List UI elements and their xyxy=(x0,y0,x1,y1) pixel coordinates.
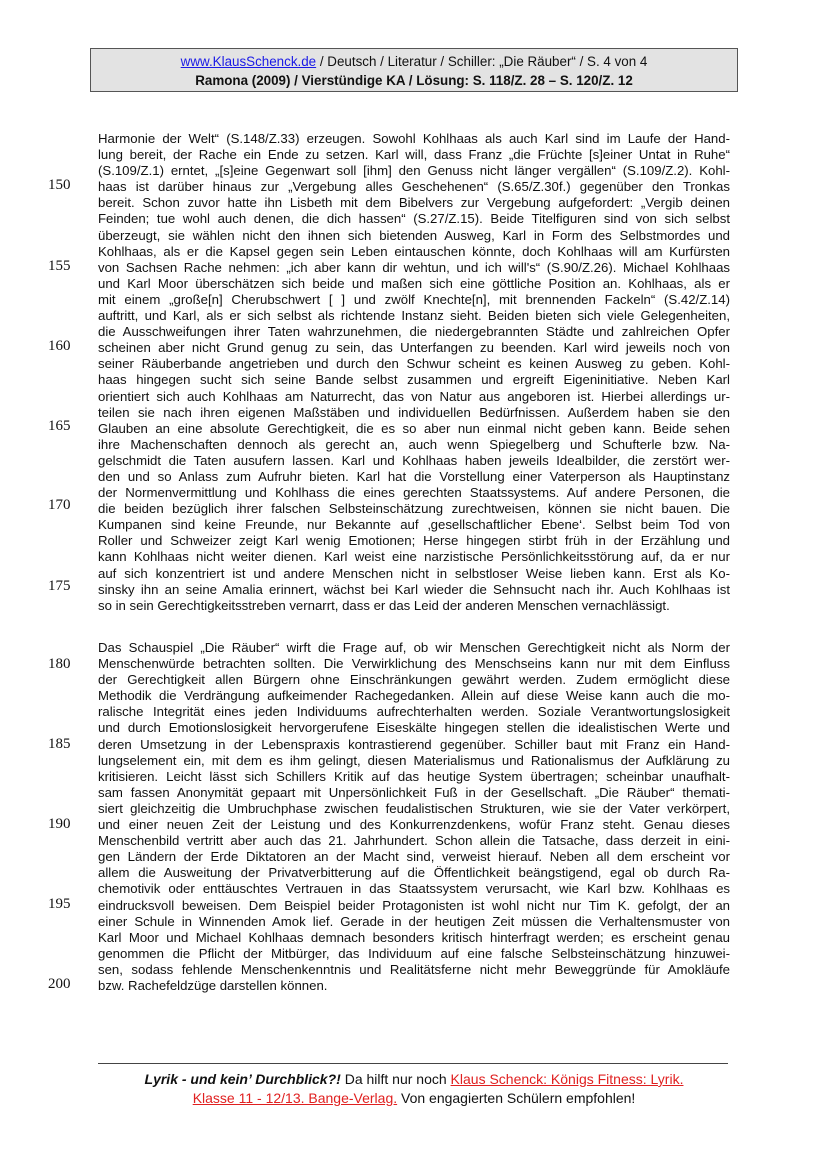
text-line: und Karl Moor überschätzen sich beide und maßen sich eine göttliche Position an. Kohlhaas, als er xyxy=(98,275,730,291)
text-line: Kohlhaas, als er die Kapsel gegen sein Leben eintauschen könnte, doch Kohlhaas will am Kurfürsten xyxy=(98,243,730,259)
text-line: Das Schauspiel „Die Räuber“ wirft die Frage auf, ob wir Menschen Gerechtigkeit nicht als Norm der xyxy=(98,640,730,655)
line-number: 190 xyxy=(48,816,71,832)
footer-text-2: Von engagierten Schülern empfohlen! xyxy=(397,1090,636,1106)
text-line: und durch Emotionslosigkeit hervorgerufene Eiseskälte hingegen stellen die idealistischen Werte und xyxy=(98,720,730,736)
text-line: Kumpanen sind keine Freunde, nur Bekannte auf ‚gesellschaftlicher Ebene‘. Selbst beim Tod von xyxy=(98,517,730,533)
line-number: 185 xyxy=(48,736,71,752)
text-line: der Gerechtigkeit allen Bürgern ohne Einschränkungen gewährt werden. Zudem ermöglicht diese xyxy=(98,672,730,688)
text-line: eindrucksvoll beweisen. Dem Beispiel beider Protagonisten ist wohl nicht nur Tim K. gefolgt, der an xyxy=(98,897,730,913)
footer-line-2 xyxy=(90,1089,738,1108)
text-line: auftritt, und Karl, als er sich selbst als richtende Instanz sieht. Beiden bieten sich viele Gelegenheiten, xyxy=(98,308,730,324)
text-line: bereit. Schon zuvor hatte ihn Lisbeth mit dem Bibelvers zur Vergebung aufgefordert: „Vergib deinen xyxy=(98,195,730,211)
text-line: scheinen aber nicht Grund genug zu sein, das Unterfangen zu beenden. Karl wird jeweils noch von xyxy=(98,340,730,356)
text-line: kann Kohlhaas nicht weiter dienen. Karl weist eine narzistische Persönlichkeitsstörung auf, da er nur xyxy=(98,549,730,565)
page-header xyxy=(90,48,738,92)
text-line: (S.109/Z.1) erntet, „[s]eine Gegenwart soll [ihm] den Genuss nicht länger vergällen“ (S.109/Z.2). Kohl- xyxy=(98,163,730,179)
paragraph-1 xyxy=(98,131,730,614)
text-line: gen Ländern der Erde Diktatoren an der Macht sind, verweist hierauf. Neben all dem erscheint vor xyxy=(98,849,730,865)
text-line: lung bereit, der Rache ein Ende zu setzen. Karl will, dass Franz „die Früchte [s]einer Untat in Ruhe“ xyxy=(98,147,730,163)
text-line: sen, sodass fehlende Menschenkenntnis und Realitätsferne nicht mehr Beweggründe für Amokläufe xyxy=(98,961,730,977)
line-number: 180 xyxy=(48,656,71,672)
header-path: / Deutsch / Literatur / Schiller: „Die Räuber“ / S. 4 von 4 xyxy=(316,54,648,69)
text-line: bzw. Rachefeldzüge darstellen können. xyxy=(98,977,328,993)
text-line: haas ist darüber hinaus zur „Vergebung alles Geschehenen“ (S.65/Z.30f.) gegenüber den Tronkas xyxy=(98,179,730,195)
text-line: die beiden bezüglich ihrer falschen Selbsteinschätzung zurechtweisen, können sie nicht bauen. Die xyxy=(98,501,730,517)
line-number: 160 xyxy=(48,338,71,354)
header-subtitle: Ramona (2009) / Vierstündige KA / Lösung: S. 118/Z. 28 – S. 120/Z. 12 xyxy=(195,73,633,88)
text-line: sam fassen Anonymität gepaart mit Unpersönlichkeit Fuß in der Gesellschaft. „Die Räuber“ themati- xyxy=(98,784,730,800)
header-line-1 xyxy=(91,52,737,71)
text-line: Karl Moor und Michael Kohlhaas demnach besonders kritisch hinterfragt werden; es erscheint genau xyxy=(98,929,730,945)
page-footer xyxy=(90,1070,738,1108)
text-line: ralische Integrität eines jeden Individuums aufrechterhalten werden. Soziale Verantwortungslosigkeit xyxy=(98,704,730,720)
text-line: Menschenwürde betrachten sollten. Die Verwirklichung des Menschseins kann nur mit dem Einfluss xyxy=(98,656,730,672)
book-link[interactable]: Klaus Schenck: Königs Fitness: Lyrik. xyxy=(450,1071,684,1087)
text-line: sinsky ihn an seine Amalia erinnert, wächst bei Karl wieder die Sehnsucht nach ihr. Auch Kohlhaas ist xyxy=(98,581,730,597)
text-line: den und so Anlass zum Aufruhr bieten. Karl hat die Vorstellung einer Vaterperson als Hauptinstanz xyxy=(98,468,730,484)
paragraph-2 xyxy=(98,640,730,994)
text-line: mit einem „große[n] Cherubschwert [ ] und zwölf Knechte[n], mit brennenden Fackeln“ (S.42/Z.14) xyxy=(98,291,730,307)
site-link[interactable]: www.KlausSchenck.de xyxy=(180,54,317,69)
footer-line-1 xyxy=(90,1070,738,1089)
text-line: seiner Räuberbande angetrieben und durch den Schwur scheint es keinen Ausweg zu geben. Kohl- xyxy=(98,356,730,372)
text-line: kritisieren. Leicht lässt sich Schillers Kritik auf das heutige System übertragen; scheinbar unaufhalt- xyxy=(98,768,730,784)
text-line: auf sich konzentriert ist und andere Menschen nicht in selbstloser Weise lieben kann. Erst als Ko- xyxy=(98,565,730,581)
line-number: 170 xyxy=(48,497,71,513)
text-line: genommen die Pflicht der Mitbürger, das Individuum auf eine falsche Selbsteinschätzung hinzuwei- xyxy=(98,945,730,961)
text-line: überzeugt, sie wählen nicht den ihnen sich bietenden Ausweg, Karl in Form des Selbstmordes und xyxy=(98,227,730,243)
text-line: Roller und Schweizer zeigt Karl wenig Emotionen; Herse hingegen stirbt früh in der Erzählung und xyxy=(98,533,730,549)
text-line: allem die Ausweitung der Privatverbitterung auf die Öffentlichkeit beängstigend, egal ob durch Ra- xyxy=(98,865,730,881)
text-line: orientiert sich auch Kohlhaas am Naturrecht, das von Natur aus angeboren ist. Hierbei allerdings ur- xyxy=(98,388,730,404)
line-number: 200 xyxy=(48,976,71,992)
text-line: chemotivik oder enttäuschtes Vertrauen in das Staatssystem verursacht, wie Karl bzw. Kohlhaas es xyxy=(98,881,730,897)
line-number: 175 xyxy=(48,578,71,594)
text-line: Menschenbild vertritt aber auch das 21. Jahrhundert. Schon allein die Tatsache, dass derzeit in eini- xyxy=(98,833,730,849)
line-number: 155 xyxy=(48,258,71,274)
line-number: 195 xyxy=(48,896,71,912)
footer-text-1: Da hilft nur noch xyxy=(340,1071,451,1087)
text-line: von Sachsen Rache nehmen: „ich aber kann dir wehtun, und ich will's“ (S.90/Z.26). Michael Kohlhaas xyxy=(98,259,730,275)
text-line: die Ausschweifungen ihrer Taten wahrzunehmen, die niedergebrannten Städte und zahlreichen Opfer xyxy=(98,324,730,340)
text-line: lungselement ein, mit dem es ihm gelingt, diesen Materialismus und Rationalismus der Aufklärung zu xyxy=(98,752,730,768)
line-number: 150 xyxy=(48,177,71,193)
text-line: gelschmidt die Taten ausufern lassen. Karl und Kohlhaas haben jeweils Idealbilder, die zerstört wer- xyxy=(98,452,730,468)
text-line: Feinden; tue wohl auch denen, die dich hassen“ (S.27/Z.15). Beide Titelfiguren sind von sich selbst xyxy=(98,211,730,227)
text-line: ihre Machenschaften dennoch als gerecht an, auch wenn Spiegelberg und Schufterle bzw. Na- xyxy=(98,436,730,452)
footer-divider xyxy=(98,1063,728,1064)
text-line: haas hingegen sucht sich seine Bande selbst zusammen und ergreift Eigeninitiative. Neben Karl xyxy=(98,372,730,388)
text-line: und einer neuen Zeit der Leistung und des Konkurrenzdenkens, wofür Franz steht. Genau dieses xyxy=(98,817,730,833)
text-line: Glauben an eine absolute Gerechtigkeit, die es so aber nun einmal nicht geben kann. Beide sehen xyxy=(98,420,730,436)
text-line: teilen sie nach ihren eigenen Maßstäben und individuellen Bedürfnissen. Außerdem haben sie den xyxy=(98,404,730,420)
footer-slogan: Lyrik - und kein’ Durchblick?! xyxy=(144,1071,341,1087)
text-line: Methodik die Verdrängung aufkeimender Rachegedanken. Allein auf diese Weise kann auch die mo- xyxy=(98,688,730,704)
text-line: siert gleichzeitig die Umbruchphase zwischen feudalistischen Strukturen, wie sie der Vater verkörpert, xyxy=(98,800,730,816)
text-line: Harmonie der Welt“ (S.148/Z.33) erzeugen. Sowohl Kohlhaas als auch Karl sind im Laufe der Hand- xyxy=(98,131,730,146)
text-line: so in sein Gerechtigkeitsstreben vernarrt, dass er das Leid der anderen Menschen vernachlässigt. xyxy=(98,597,670,613)
text-line: einer Schule in Winnenden Amok lief. Gerade in der heutigen Zeit müssen die Verhaltensmuster von xyxy=(98,913,730,929)
text-line: deren Umsetzung in der Lebenspraxis kontrastierend gegenüber. Schiller baut mit Franz ein Hand- xyxy=(98,736,730,752)
text-line: der Normenvermittlung und Kohlhass die eines gerechten Staatssystems. Auf andere Personen, die xyxy=(98,485,730,501)
publisher-link[interactable]: Klasse 11 - 12/13. Bange-Verlag. xyxy=(192,1090,398,1106)
line-number: 165 xyxy=(48,418,71,434)
